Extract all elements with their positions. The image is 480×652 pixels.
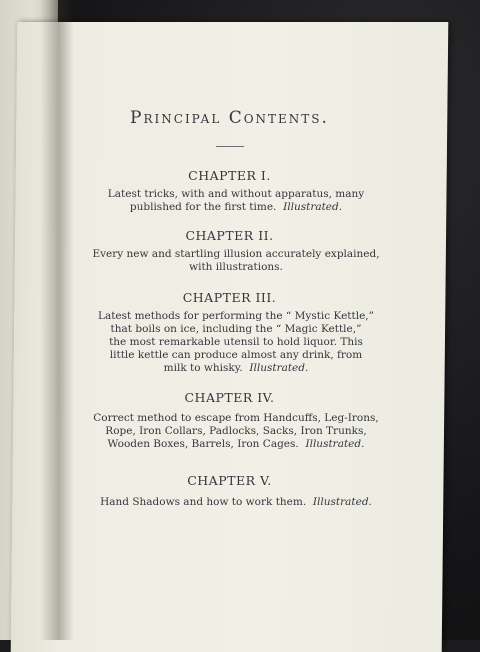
contents-text bbox=[14, 22, 445, 640]
chapter-3-description bbox=[86, 310, 386, 375]
chapter-1-line-1: Latest tricks, with and without apparatus, many bbox=[107, 188, 365, 200]
chapter-3-line-1: Latest methods for performing the “ Mystic Kettle,” bbox=[97, 310, 374, 322]
chapter-4-line-3: Wooden Boxes, Barrels, Iron Cages. Illustrated. bbox=[107, 438, 365, 450]
chapter-4-line-1: Correct method to escape from Handcuffs, Leg-Irons, bbox=[93, 412, 379, 424]
chapter-2-description bbox=[86, 248, 386, 274]
chapter-5-illustrated: Illustrated. bbox=[312, 496, 372, 508]
chapter-3-line-5: milk to whisky. Illustrated. bbox=[163, 362, 309, 374]
chapter-4-heading: CHAPTER IV. bbox=[184, 390, 275, 405]
chapter-3-line-4: little kettle can produce almost any drink, from bbox=[109, 349, 363, 361]
chapter-3-line-2: that boils on ice, including the “ Magic Kettle,” bbox=[110, 323, 362, 335]
chapter-3-illustrated: Illustrated. bbox=[249, 362, 309, 374]
chapter-4-line-2: Rope, Iron Collars, Padlocks, Sacks, Iron Trunks, bbox=[105, 425, 367, 437]
chapter-5-heading: CHAPTER V. bbox=[187, 473, 272, 488]
chapter-5-line-1: Hand Shadows and how to work them. Illustrated. bbox=[100, 496, 372, 508]
chapter-2-line-1: Every new and startling illusion accurately explained, bbox=[92, 248, 380, 260]
chapter-1-illustrated: Illustrated. bbox=[283, 201, 343, 213]
title-divider bbox=[216, 146, 244, 147]
chapter-4-description bbox=[86, 412, 386, 451]
chapter-1-line-2: published for the first time. Illustrated. bbox=[129, 201, 343, 213]
chapter-1-heading: CHAPTER I. bbox=[188, 168, 271, 183]
chapter-5-description bbox=[66, 496, 406, 509]
chapter-2-heading: CHAPTER II. bbox=[185, 228, 274, 243]
chapter-1-description bbox=[86, 188, 386, 214]
chapter-2-line-2: with illustrations. bbox=[189, 261, 283, 273]
chapter-4-illustrated: Illustrated. bbox=[305, 438, 365, 450]
page-title: Principal Contents. bbox=[130, 108, 329, 128]
chapter-3-heading: CHAPTER III. bbox=[182, 290, 277, 305]
chapter-3-line-3: the most remarkable utensil to hold liquor. This bbox=[109, 336, 363, 348]
